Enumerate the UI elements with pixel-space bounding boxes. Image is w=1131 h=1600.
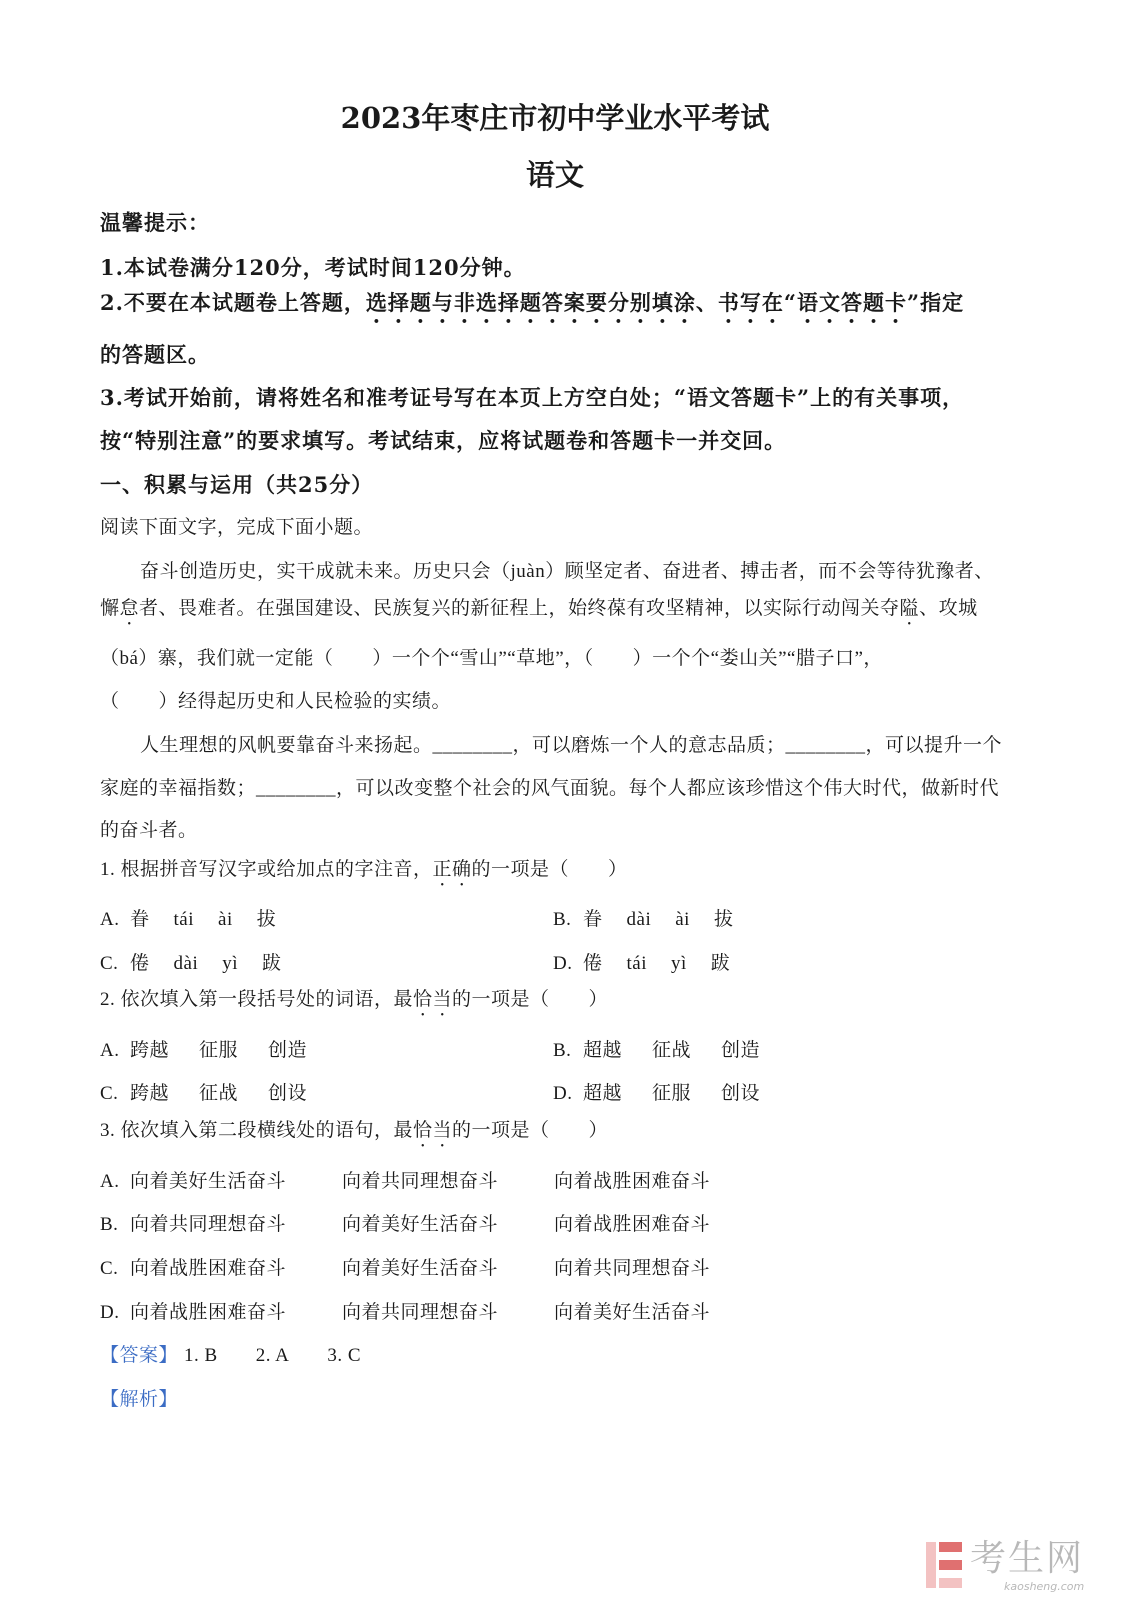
passage-p2-line: 家庭的幸福指数；________，可以改变整个社会的风气面貌。每个人都应该珍惜这个伟大时代，做新时代 (100, 778, 1000, 799)
question-1-stem (100, 857, 628, 891)
option-label: D. (553, 953, 573, 974)
question-1-option-b (553, 907, 757, 933)
question-emphasis: 恰当 (413, 989, 453, 1010)
question-1-option-c (100, 951, 306, 977)
option-item: 跨越 (130, 1083, 170, 1104)
option-item: 眷 (583, 909, 603, 930)
logo-block (939, 1560, 962, 1570)
notice-item-2-continued: 的答题区。 (100, 342, 210, 367)
option-item: 向着美好生活奋斗 (342, 1258, 499, 1279)
notice-item-2-text: 2.不要在本试题卷上答题， (100, 290, 366, 315)
question-text: 的一项是（ ） (452, 989, 609, 1010)
exam-title: 2023年枣庄市初中学业水平考试 (340, 101, 770, 135)
question-3-option-c (100, 1256, 766, 1282)
option-item: 征服 (199, 1040, 239, 1061)
question-text: 3. 依次填入第二段横线处的语句，最 (100, 1120, 414, 1141)
option-label: A. (100, 1171, 120, 1192)
option-item: 向着美好生活奋斗 (130, 1171, 287, 1192)
reading-instruction: 阅读下面文字，完成下面小题。 (100, 517, 374, 538)
option-item: 向着共同理想奋斗 (342, 1302, 499, 1323)
option-item: 超越 (583, 1083, 623, 1104)
answer-line (100, 1343, 399, 1369)
question-text: 的一项是（ ） (471, 859, 628, 880)
question-2-option-a (100, 1038, 337, 1064)
option-item: 向着战胜困难奋斗 (554, 1214, 711, 1235)
passage-p1-line: 奋斗创造历史，实干成就未来。历史只会（juàn）顾坚定者、奋进者、搏击者，而不会等待犹豫者、 (140, 561, 994, 582)
notice-item-1: 1.本试卷满分120分，考试时间120分钟。 (100, 255, 526, 280)
section-heading: 一、积累与运用（共25分） (100, 472, 374, 497)
option-item: yì (671, 953, 687, 974)
notice-item-3: 3.考试开始前，请将姓名和准考证号写在本页上方空白处；“语文答题卡”上的有关事项， (100, 385, 965, 410)
option-item: ài (218, 909, 233, 930)
notice-item-2-text: 指定 (920, 290, 965, 315)
option-label: D. (100, 1302, 120, 1323)
option-item: 向着战胜困难奋斗 (130, 1302, 287, 1323)
option-label: C. (100, 1258, 119, 1279)
question-2-option-d (553, 1081, 790, 1107)
passage-dotted-char: 隘 (899, 598, 920, 619)
option-label: A. (100, 909, 120, 930)
option-item: yì (222, 953, 239, 974)
question-emphasis: 正确 (432, 859, 472, 880)
passage-text: 懈 (100, 598, 120, 619)
option-item: 跋 (710, 953, 731, 974)
option-item: 超越 (583, 1040, 623, 1061)
answer-tag: 【答案】 (100, 1345, 179, 1366)
question-2-stem (100, 987, 608, 1021)
notice-heading: 温馨提示： (100, 210, 210, 235)
option-item: 拔 (713, 909, 734, 930)
question-text: 1. 根据拼音写汉字或给加点的字注音， (100, 859, 433, 880)
passage-p2-line: 人生理想的风帆要靠奋斗来扬起。________，可以磨炼一个人的意志品质；________，可以提升一个 (140, 735, 1003, 756)
analysis-tag: 【解析】 (100, 1389, 179, 1410)
question-2-option-b (553, 1038, 790, 1064)
option-item: tái (173, 909, 195, 930)
option-label: A. (100, 1040, 120, 1061)
logo-block (939, 1578, 962, 1588)
option-item: 倦 (583, 953, 603, 974)
option-item: 跨越 (130, 1040, 170, 1061)
passage-p2-line: 的奋斗者。 (100, 820, 198, 841)
notice-item-3-continued: 按“特别注意”的要求填写。考试结束，应将试题卷和答题卡一并交回。 (100, 428, 787, 453)
question-text: 的一项是（ ） (452, 1120, 609, 1141)
notice-item-2-emphasis: 选择题与非选择题答案要分别填涂、书写在“语文答题卡” (365, 290, 921, 315)
option-item: 征战 (652, 1040, 692, 1061)
option-label: B. (553, 1040, 572, 1061)
subject-title: 语文 (525, 158, 584, 192)
logo-block (939, 1542, 962, 1552)
option-item: 创造 (721, 1040, 761, 1061)
option-label: C. (100, 1083, 119, 1104)
answer-value: 2. A (255, 1345, 290, 1366)
passage-text: 者、畏难者。在强国建设、民族复兴的新征程上，始终葆有攻坚精神，以实际行动闯关夺 (139, 598, 900, 619)
option-item: ài (675, 909, 690, 930)
logo-brand-text: 考生网 (970, 1538, 1085, 1579)
option-item: 跋 (262, 953, 282, 974)
option-item: dài (626, 909, 652, 930)
notice-item-2 (100, 289, 964, 328)
answer-value: 3. C (327, 1345, 362, 1366)
option-label: D. (553, 1083, 573, 1104)
question-3-option-b (100, 1212, 766, 1238)
option-item: 创设 (721, 1083, 761, 1104)
option-label: B. (100, 1214, 119, 1235)
option-item: tái (626, 953, 648, 974)
question-3-option-a (100, 1169, 766, 1195)
option-item: 向着战胜困难奋斗 (554, 1171, 711, 1192)
option-item: 向着共同理想奋斗 (554, 1258, 711, 1279)
option-item: 向着共同理想奋斗 (342, 1171, 499, 1192)
option-item: 向着战胜困难奋斗 (130, 1258, 287, 1279)
option-item: 倦 (130, 953, 150, 974)
option-item: 征战 (199, 1083, 239, 1104)
question-3-stem (100, 1118, 608, 1152)
logo-icon (926, 1542, 962, 1588)
option-item: 向着共同理想奋斗 (130, 1214, 287, 1235)
passage-dotted-char: 怠 (119, 598, 140, 619)
option-label: B. (553, 909, 572, 930)
option-item: 眷 (130, 909, 150, 930)
question-1-option-a (100, 907, 300, 933)
option-label: C. (100, 953, 119, 974)
analysis-line (100, 1387, 184, 1413)
option-item: 创造 (268, 1040, 308, 1061)
option-item: 拔 (256, 909, 277, 930)
question-text: 2. 依次填入第一段括号处的词语，最 (100, 989, 414, 1010)
question-3-option-d (100, 1300, 766, 1326)
option-item: 向着美好生活奋斗 (554, 1302, 711, 1323)
logo-domain-text: kaosheng.com (1004, 1580, 1085, 1593)
logo-block (926, 1542, 936, 1588)
passage-p1-line: （bá）寨，我们就一定能（ ）一个个“雪山”“草地”，（ ）一个个“娄山关”“腊子口”， (100, 648, 883, 669)
question-1-option-d (553, 951, 754, 977)
passage-p1-line: （ ）经得起历史和人民检验的实绩。 (100, 691, 452, 712)
answer-value: 1. B (184, 1345, 218, 1366)
option-item: 征服 (652, 1083, 692, 1104)
passage-text: 、攻城 (919, 598, 978, 619)
option-item: dài (173, 953, 199, 974)
passage-p1-line (100, 596, 978, 630)
option-item: 向着美好生活奋斗 (342, 1214, 499, 1235)
question-emphasis: 恰当 (413, 1120, 453, 1141)
question-2-option-c (100, 1081, 337, 1107)
option-item: 创设 (268, 1083, 308, 1104)
